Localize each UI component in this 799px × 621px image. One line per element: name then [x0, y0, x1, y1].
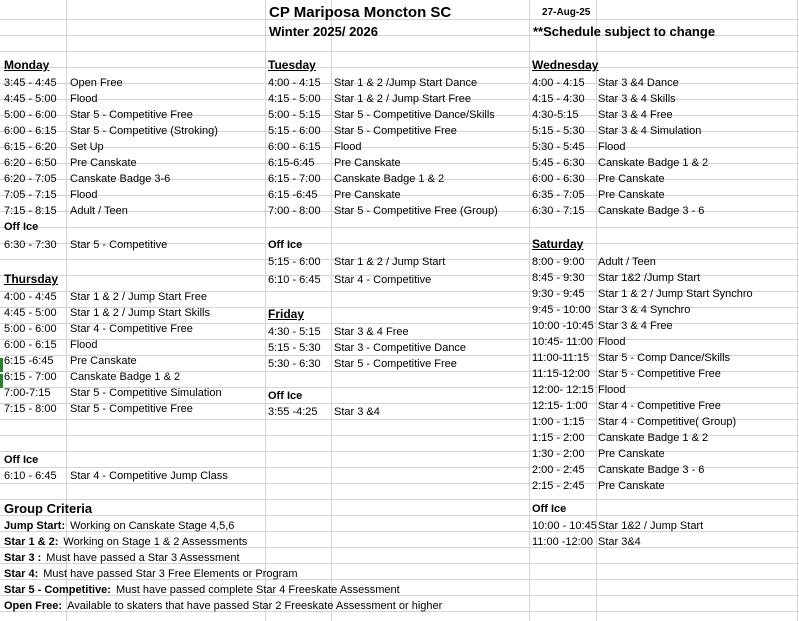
friday-activity: Star 3 - Competitive Dance — [334, 342, 467, 354]
thursday-activity: Star 1 & 2 / Jump Start Free — [70, 291, 207, 303]
thursday-activity: Star 4 - Competitive Free — [70, 323, 193, 335]
saturday-activity: Pre Canskate — [598, 480, 665, 492]
monday-time: 3:45 - 4:45 — [4, 77, 57, 89]
saturday-off-ice-time: 10:00 - 10:45 — [532, 520, 597, 532]
monday-activity: Adult / Teen — [70, 205, 128, 217]
tuesday-activity: Pre Canskate — [334, 157, 401, 169]
saturday-time: 9:30 - 9:45 — [532, 288, 585, 300]
thursday-off-ice-label: Off Ice — [4, 454, 39, 466]
saturday-off-ice-activity: Star 3&4 — [598, 536, 641, 548]
saturday-activity: Star 5 - Competitive Free — [598, 368, 721, 380]
wednesday-activity: Star 3 & 4 Simulation — [598, 125, 702, 137]
tuesday-time: 4:00 - 4:15 — [268, 77, 321, 89]
tuesday-activity: Star 5 - Competitive Free — [334, 125, 457, 137]
saturday-activity: Flood — [598, 336, 626, 348]
criteria-label: Star 3 : — [4, 552, 42, 564]
tuesday-time: 5:00 - 5:15 — [268, 109, 321, 121]
monday-time: 7:15 - 8:15 — [4, 205, 57, 217]
monday-time: 6:20 - 7:05 — [4, 173, 57, 185]
monday-activity: Flood — [70, 189, 98, 201]
criteria-text: Must have passed a Star 3 Assessment — [46, 552, 240, 564]
saturday-heading: Saturday — [532, 237, 584, 251]
thursday-activity: Star 5 - Competitive Simulation — [70, 387, 222, 399]
wednesday-time: 4:15 - 4:30 — [532, 93, 585, 105]
wednesday-time: 6:35 - 7:05 — [532, 189, 585, 201]
saturday-activity: Canskate Badge 3 - 6 — [598, 464, 705, 476]
tuesday-activity: Star 5 - Competitive Free (Group) — [334, 205, 498, 217]
wednesday-heading: Wednesday — [532, 58, 599, 72]
thursday-activity: Pre Canskate — [70, 355, 137, 367]
saturday-time: 1:00 - 1:15 — [532, 416, 585, 428]
saturday-off-ice-label: Off Ice — [532, 503, 567, 515]
criteria-text: Working on Stage 1 & 2 Assessments — [63, 536, 248, 548]
tuesday-off-ice-activity: Star 1 & 2 / Jump Start — [334, 256, 446, 268]
wednesday-activity: Flood — [598, 141, 626, 153]
friday-time: 5:15 - 5:30 — [268, 342, 321, 354]
friday-activity: Star 3 & 4 Free — [334, 326, 409, 338]
saturday-time: 2:00 - 2:45 — [532, 464, 585, 476]
schedule-date: 27-Aug-25 — [542, 7, 591, 18]
monday-time: 6:15 - 6:20 — [4, 141, 57, 153]
tuesday-off-ice-label: Off Ice — [268, 239, 303, 251]
schedule-note: **Schedule subject to change — [533, 24, 716, 39]
tuesday-off-ice-time: 5:15 - 6:00 — [268, 256, 321, 268]
season-label: Winter 2025/ 2026 — [269, 24, 379, 39]
saturday-activity: Star 4 - Competitive Free — [598, 400, 721, 412]
wednesday-activity: Star 3 & 4 Free — [598, 109, 673, 121]
monday-off-ice-activity: Star 5 - Competitive — [70, 239, 168, 251]
thursday-time: 4:45 - 5:00 — [4, 307, 57, 319]
saturday-activity: Canskate Badge 1 & 2 — [598, 432, 709, 444]
saturday-activity: Flood — [598, 384, 626, 396]
saturday-time: 2:15 - 2:45 — [532, 480, 585, 492]
criteria-label: Star 4: — [4, 568, 39, 580]
wednesday-time: 6:30 - 7:15 — [532, 205, 585, 217]
saturday-time: 11:15-12:00 — [532, 368, 590, 380]
page-title: CP Mariposa Moncton SC — [269, 4, 452, 21]
row-marker — [0, 374, 3, 388]
monday-activity: Star 5 - Competitive Free — [70, 109, 193, 121]
tuesday-off-ice-time: 6:10 - 6:45 — [268, 274, 321, 286]
wednesday-time: 5:30 - 5:45 — [532, 141, 585, 153]
thursday-heading: Thursday — [4, 272, 59, 286]
thursday-off-ice-activity: Star 4 - Competitive Jump Class — [70, 470, 228, 482]
wednesday-activity: Star 3 &4 Dance — [598, 77, 679, 89]
thursday-time: 7:00-7:15 — [4, 387, 51, 399]
wednesday-activity: Canskate Badge 1 & 2 — [598, 157, 709, 169]
saturday-time: 11:00-11:15 — [532, 352, 590, 364]
tuesday-activity: Canskate Badge 1 & 2 — [334, 173, 445, 185]
thursday-time: 7:15 - 8:00 — [4, 403, 57, 415]
monday-heading: Monday — [4, 58, 50, 72]
thursday-time: 6:15 -6:45 — [4, 355, 54, 367]
friday-off-ice-time: 3:55 -4:25 — [268, 406, 318, 418]
saturday-time: 12:15- 1:00 — [532, 400, 588, 412]
criteria-label: Jump Start: — [4, 520, 66, 532]
saturday-activity: Star 1 & 2 / Jump Start Synchro — [598, 288, 753, 300]
criteria-label: Star 1 & 2: — [4, 536, 59, 548]
friday-off-ice-activity: Star 3 &4 — [334, 406, 380, 418]
saturday-off-ice-activity: Star 1&2 / Jump Start — [598, 520, 704, 532]
saturday-time: 8:00 - 9:00 — [532, 256, 585, 268]
saturday-time: 10:45- 11:00 — [532, 336, 593, 348]
criteria-item — [4, 567, 298, 581]
criteria-item — [4, 519, 234, 533]
saturday-time: 12:00- 12:15 — [532, 384, 594, 396]
thursday-activity: Star 5 - Competitive Free — [70, 403, 193, 415]
tuesday-time: 6:15 - 7:00 — [268, 173, 321, 185]
criteria-text: Must have passed Star 3 Free Elements or Program — [43, 568, 298, 580]
criteria-item — [4, 551, 240, 565]
wednesday-time: 5:15 - 5:30 — [532, 125, 585, 137]
criteria-text: Available to skaters that have passed Star 2 Freeskate Assessment or higher — [67, 600, 443, 612]
thursday-time: 4:00 - 4:45 — [4, 291, 57, 303]
wednesday-time: 5:45 - 6:30 — [532, 157, 585, 169]
saturday-time: 9:45 - 10:00 — [532, 304, 591, 316]
monday-activity: Set Up — [70, 141, 104, 153]
wednesday-time: 6:00 - 6:30 — [532, 173, 585, 185]
criteria-item — [4, 599, 442, 613]
monday-activity: Canskate Badge 3-6 — [70, 173, 171, 185]
tuesday-heading: Tuesday — [268, 58, 316, 72]
monday-activity: Pre Canskate — [70, 157, 137, 169]
friday-heading: Friday — [268, 307, 305, 321]
thursday-off-ice-time: 6:10 - 6:45 — [4, 470, 57, 482]
thursday-activity: Canskate Badge 1 & 2 — [70, 371, 181, 383]
tuesday-time: 5:15 - 6:00 — [268, 125, 321, 137]
friday-time: 5:30 - 6:30 — [268, 358, 321, 370]
monday-time: 6:20 - 6:50 — [4, 157, 57, 169]
tuesday-activity: Star 5 - Competitive Dance/Skills — [334, 109, 495, 121]
monday-time: 5:00 - 6:00 — [4, 109, 57, 121]
saturday-activity: Adult / Teen — [598, 256, 656, 268]
criteria-item — [4, 535, 247, 549]
row-marker — [0, 358, 3, 372]
saturday-time: 1:30 - 2:00 — [532, 448, 585, 460]
friday-time: 4:30 - 5:15 — [268, 326, 321, 338]
wednesday-time: 4:30-5:15 — [532, 109, 579, 121]
wednesday-activity: Star 3 & 4 Skills — [598, 93, 676, 105]
tuesday-activity: Pre Canskate — [334, 189, 401, 201]
wednesday-time: 4:00 - 4:15 — [532, 77, 585, 89]
criteria-heading: Group Criteria — [4, 501, 93, 516]
saturday-time: 10:00 -10:45 — [532, 320, 594, 332]
criteria-text: Working on Canskate Stage 4,5,6 — [70, 520, 235, 532]
thursday-activity: Star 1 & 2 / Jump Start Skills — [70, 307, 210, 319]
saturday-off-ice-time: 11:00 -12:00 — [532, 536, 593, 548]
friday-activity: Star 5 - Competitive Free — [334, 358, 457, 370]
tuesday-time: 6:15 -6:45 — [268, 189, 318, 201]
friday-off-ice-label: Off Ice — [268, 390, 303, 402]
criteria-label: Star 5 - Competitive: — [4, 584, 111, 596]
saturday-time: 8:45 - 9:30 — [532, 272, 585, 284]
tuesday-time: 6:00 - 6:15 — [268, 141, 321, 153]
monday-time: 4:45 - 5:00 — [4, 93, 57, 105]
tuesday-time: 6:15-6:45 — [268, 157, 315, 169]
wednesday-activity: Pre Canskate — [598, 189, 665, 201]
saturday-time: 1:15 - 2:00 — [532, 432, 585, 444]
tuesday-activity: Star 1 & 2 / Jump Start Free — [334, 93, 471, 105]
tuesday-activity: Star 1 & 2 /Jump Start Dance — [334, 77, 478, 89]
criteria-item — [4, 583, 400, 597]
thursday-time: 6:00 - 6:15 — [4, 339, 57, 351]
thursday-activity: Flood — [70, 339, 98, 351]
monday-off-ice-time: 6:30 - 7:30 — [4, 239, 57, 251]
thursday-time: 6:15 - 7:00 — [4, 371, 57, 383]
tuesday-off-ice-activity: Star 4 - Competitive — [334, 274, 432, 286]
monday-activity: Star 5 - Competitive (Stroking) — [70, 125, 218, 137]
tuesday-time: 7:00 - 8:00 — [268, 205, 321, 217]
tuesday-activity: Flood — [334, 141, 362, 153]
thursday-time: 5:00 - 6:00 — [4, 323, 57, 335]
saturday-activity: Star 3 & 4 Synchro — [598, 304, 691, 316]
saturday-activity: Star 3 & 4 Free — [598, 320, 673, 332]
criteria-text: Must have passed complete Star 4 Freeskate Assessment — [115, 584, 400, 596]
saturday-activity: Pre Canskate — [598, 448, 665, 460]
saturday-activity: Star 4 - Competitive( Group) — [598, 416, 737, 428]
saturday-activity: Star 1&2 /Jump Start — [598, 272, 701, 284]
monday-activity: Open Free — [70, 77, 123, 89]
monday-activity: Flood — [70, 93, 98, 105]
tuesday-time: 4:15 - 5:00 — [268, 93, 321, 105]
monday-time: 7:05 - 7:15 — [4, 189, 57, 201]
wednesday-activity: Canskate Badge 3 - 6 — [598, 205, 705, 217]
monday-off-ice-label: Off Ice — [4, 221, 39, 233]
wednesday-activity: Pre Canskate — [598, 173, 665, 185]
monday-time: 6:00 - 6:15 — [4, 125, 57, 137]
saturday-activity: Star 5 - Comp Dance/Skills — [598, 352, 731, 364]
criteria-label: Open Free: — [4, 600, 63, 612]
